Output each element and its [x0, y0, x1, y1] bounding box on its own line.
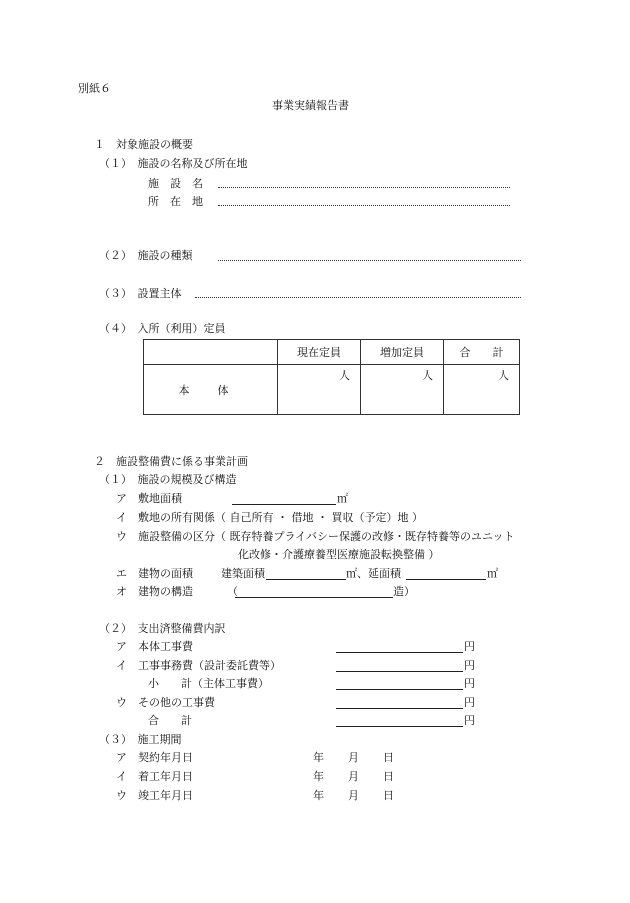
- admin-cost-line: [336, 671, 463, 672]
- subtotal-yen: 円: [464, 677, 475, 690]
- row-label-text: 本体: [178, 383, 257, 397]
- table-header-current: 現在定員: [278, 340, 361, 365]
- capacity-table: [143, 339, 520, 415]
- section1-4-label: （４） 入所（利用）定員: [99, 322, 226, 335]
- site-area-label: ア 敷地面積: [116, 492, 182, 505]
- section1-3-label: （３） 設置主体: [99, 287, 182, 300]
- main-construction-yen: 円: [464, 640, 475, 653]
- table-header-increase: 増加定員: [361, 340, 444, 365]
- section2-2-label: （２） 支出済整備費内訳: [99, 622, 226, 635]
- location-label: 所 在 地: [148, 195, 203, 208]
- location-line: [218, 205, 510, 206]
- admin-cost-label: イ 工事事務費（設計委託費等）: [116, 659, 281, 672]
- admin-cost-yen: 円: [464, 659, 475, 672]
- cell-total: 人: [444, 365, 520, 415]
- completion-day: 日: [383, 789, 394, 802]
- facility-name-label: 施 設 名: [148, 177, 203, 190]
- start-month: 月: [348, 770, 359, 783]
- section2-3-label: （３） 施工期間: [99, 733, 182, 746]
- section1-heading: １ 対象施設の概要: [94, 138, 193, 151]
- other-cost-yen: 円: [464, 696, 475, 709]
- completion-year: 年: [313, 789, 324, 802]
- structure-label: オ 建物の構造: [116, 585, 193, 598]
- other-cost-label: ウ その他の工事費: [116, 696, 215, 709]
- total-yen: 円: [464, 714, 475, 727]
- structure-close: 造）: [393, 585, 415, 598]
- construction-category-cont: 化改修・介護療養型医療施設転換整備 ）: [238, 548, 440, 561]
- document-title: 事業実績報告書: [272, 99, 349, 112]
- start-date-label: イ 着工年月日: [116, 770, 193, 783]
- establisher-line: [195, 297, 521, 298]
- other-cost-line: [336, 708, 463, 709]
- main-construction-label: ア 本体工事費: [116, 640, 193, 653]
- contract-day: 日: [383, 751, 394, 764]
- building-area-sub: 建築面積: [221, 567, 265, 580]
- total-line: [336, 726, 463, 727]
- start-year: 年: [313, 770, 324, 783]
- cell-increase: 人: [361, 365, 444, 415]
- total-label: 合 計: [148, 714, 192, 727]
- cell-current: 人: [278, 365, 361, 415]
- subtotal-line: [336, 689, 463, 690]
- floor-area-line: [406, 579, 486, 580]
- main-construction-line: [336, 652, 463, 653]
- floor-area-unit: ㎡: [487, 567, 498, 580]
- contract-date-label: ア 契約年月日: [116, 751, 193, 764]
- structure-line: [235, 597, 393, 598]
- land-ownership-line: イ 敷地の所有関係（ 自己所有 ・ 借地 ・ 買収（予定）地 ）: [116, 511, 423, 524]
- table-row-label: [144, 365, 278, 415]
- attachment-number: 別紙６: [78, 82, 111, 95]
- building-area-label: エ 建物の面積: [116, 567, 193, 580]
- table-header-total: 合 計: [444, 340, 520, 365]
- section1-2-label: （２） 施設の種類: [99, 249, 193, 262]
- site-area-line: [232, 504, 336, 505]
- building-area-unit: ㎡、延面積: [346, 567, 401, 580]
- contract-year: 年: [313, 751, 324, 764]
- section1-1-label: （１） 施設の名称及び所在地: [99, 157, 248, 170]
- section2-heading: ２ 施設整備費に係る事業計画: [94, 455, 248, 468]
- structure-open-paren: （: [227, 585, 238, 598]
- building-area-line: [266, 579, 346, 580]
- table-header-empty: [144, 340, 278, 365]
- subtotal-label: 小 計（主体工事費）: [148, 677, 269, 690]
- facility-name-line: [218, 187, 510, 188]
- completion-date-label: ウ 竣工年月日: [116, 789, 193, 802]
- contract-month: 月: [348, 751, 359, 764]
- site-area-unit: ㎡: [337, 492, 348, 505]
- start-day: 日: [383, 770, 394, 783]
- completion-month: 月: [348, 789, 359, 802]
- facility-type-line: [218, 260, 521, 261]
- construction-category: ウ 施設整備の区分（ 既存特養プライバシー保護の改修・既存特養等のユニット: [116, 530, 515, 543]
- section2-1-label: （１） 施設の規模及び構造: [99, 473, 237, 486]
